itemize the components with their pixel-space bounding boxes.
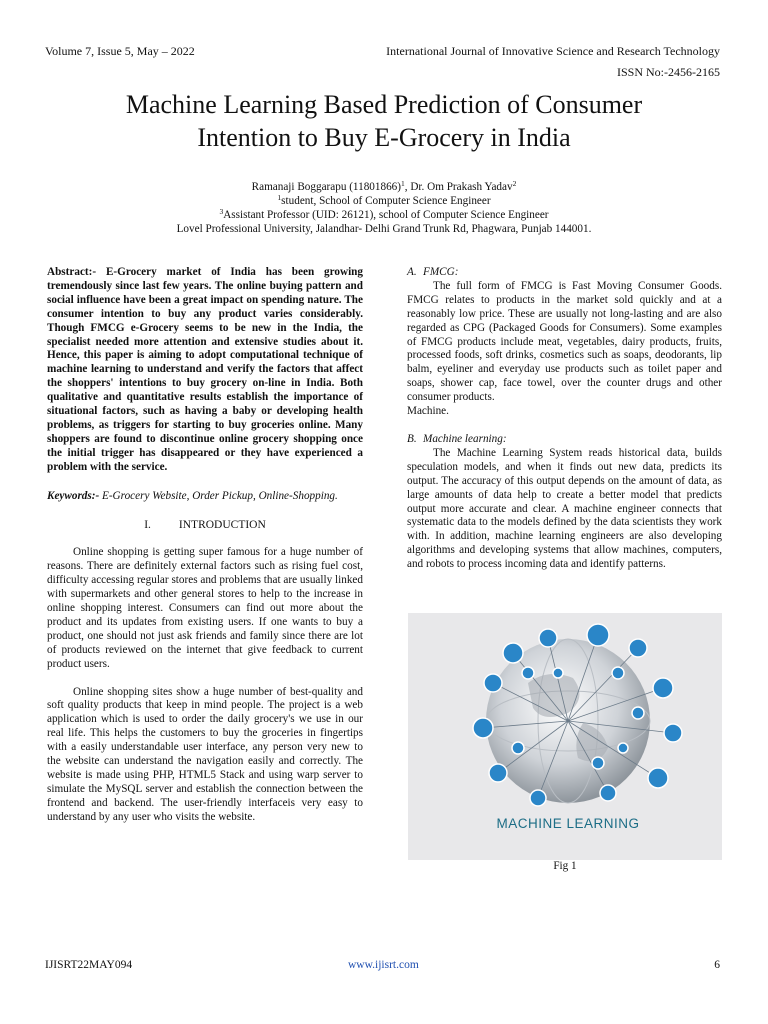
section-heading-introduction: I. INTRODUCTION <box>144 518 266 531</box>
figure-machine-learning-image <box>408 613 722 860</box>
subsection-heading-machine-learning: B. Machine learning: <box>407 432 507 445</box>
affiliation-1: $^1$student, School of Computer Science Engineer <box>277 193 491 207</box>
title-line-1: Machine Learning Based Prediction of Consumer <box>125 90 643 119</box>
introduction-paragraph-2: Online shopping sites show a huge number of best-quality and soft quality products that keep in mind people. The project is a web application which is used to order the daily grocery's we use in our real life. This helps the customers to buy the groceries in fingertips with a easily understandable user interface, any person very new to the website can understand the navigation easily and correctly. The website is made using PHP, HTML5 Stack and using warp server to simulate the MySQL server and establish the connection between the frontend and backend. The user-friendly interfaceis very easy to understand by any user who visits the website. <box>47 685 363 823</box>
introduction-paragraph-1: Online shopping is getting super famous for a huge number of reasons. There are definitely external factors such as rising fuel cost, difficulty accessing regular stores and problems that are usually linked with supermarkets and other general stores to help to the increase in online shopping interest. Consumers can find out more about the product and its updates from existing users. If one wants to buy a product, one should not just ask friends and family since there are lot of products reviewed on the internet that give feedback to current product users. <box>47 546 363 670</box>
footer-website-link[interactable]: www.ijisrt.com <box>348 959 419 971</box>
fmcg-paragraph: The full form of FMCG is Fast Moving Consumer Goods. FMCG relates to products in the market sold quickly and at a reasonably low price. These are usually not long-lasting and are also regarded as CPG (Packaged Goods for Consumers). Some examples of FMCG products include meat, vegetables, dairy products, fruits, processed foods, soft drinks, cosmetics such as soaps, deodorants, lip balm, eyeliner and everyday use products such as toilet paper and soaps, shower cap, face towel, over the counter drugs and other consumer products. <box>407 279 722 404</box>
header-issn: ISSN No:-2456-2165 <box>616 65 720 79</box>
right-column <box>407 266 722 572</box>
keywords: Keywords:- E-Grocery Website, Order Pickup, Online-Shopping. <box>47 489 338 502</box>
fmcg-tail: Machine. <box>407 405 449 418</box>
header-journal: International Journal of Innovative Science and Research Technology <box>386 44 720 58</box>
footer-article-id: IJISRT22MAY094 <box>45 959 133 971</box>
author-block <box>40 180 728 236</box>
header-volume: Volume 7, Issue 5, May – 2022 <box>45 44 195 58</box>
affiliation-2: $^3$Assistant Professor (UID: 26121), school of Computer Science Engineer <box>219 207 549 221</box>
figure-caption: Fig 1 <box>553 860 577 872</box>
paper-title <box>40 88 728 154</box>
machine-learning-illustration <box>408 613 722 860</box>
affiliation-3: Lovel Professional University, Jalandhar- Delhi Grand Trunk Rd, Phagwara, Punjab 144001. <box>176 223 592 235</box>
page-number: 6 <box>714 959 720 971</box>
abstract: Abstract:- E-Grocery market of India has been growing tremendously since last few years. The online buying pattern and social influence have been a great impact on spending nature. The consumer intention to buy any product varies considerably. Though FMCG e-Grocery seems to be new in the India, the specialist needed more attention and extensive studies about it. Hence, this paper is aiming to adopt computational technique of machine learning to understand and verify the factors that affect the shoppers' intentions to buy grocery on-line in India. Both qualitative and quantitative results establish the importance of situational factors, such as having a baby or developing health problems, as triggers for starting to buy groceries online. Many shoppers are found to discontinue online grocery shopping once the initial trigger has disappeared or they have experienced a problem with the service. <box>47 266 363 473</box>
author-names: Ramanaji Boggarapu $(11801866)^1$, Dr. Om Prakash Yadav$^2$ <box>251 179 517 193</box>
subsection-heading-fmcg: A. FMCG: <box>407 266 459 278</box>
left-column <box>47 266 363 825</box>
figure-image-label: MACHINE LEARNING <box>496 816 640 831</box>
machine-learning-paragraph: The Machine Learning System reads historical data, builds speculation models, and when it finds out new data, predicts its output. The accuracy of this output depends on the amount of data, as large amounts of data help to create a better model that predicts output more accurate and clear. A machine engineer connects that systematic data to the models defined by the data scientists they work with. In addition, machine learning engineers are also developing algorithms and developing systems that allow machines, computers, and robots to process incoming data and identify patterns. <box>407 446 722 571</box>
title-line-2: Intention to Buy E-Grocery in India <box>197 123 571 152</box>
